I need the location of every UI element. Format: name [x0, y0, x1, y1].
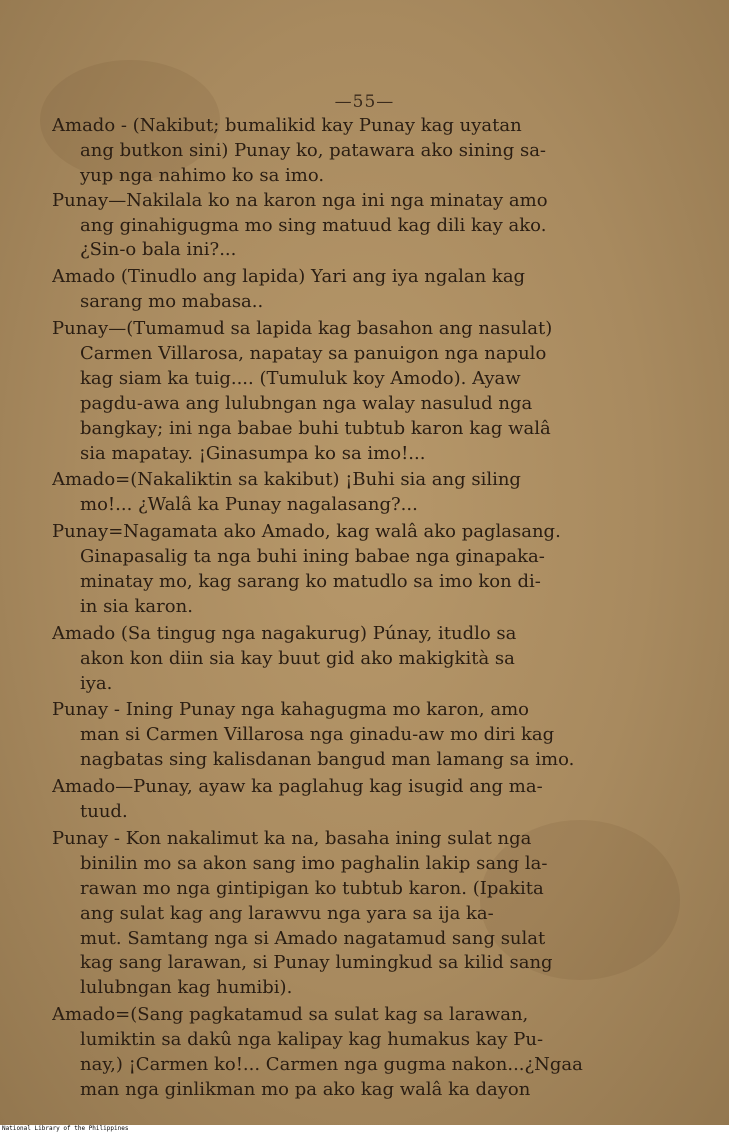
footer-credit: National Library of the Philippines: [0, 1125, 729, 1133]
text-line: minatay mo, kag sarang ko matudlo sa imo kon di-: [80, 571, 541, 593]
text-line: Punay—Nakilala ko na karon nga ini nga minatay amo: [52, 189, 548, 211]
text-line: ang butkon sini) Punay ko, patawara ako sining sa-: [80, 139, 547, 161]
text-line: Punay=Nagamata ako Amado, kag walâ ako paglasang.: [52, 521, 561, 543]
page-number: —55—: [334, 92, 395, 112]
text-line: Amado (Sa tingug nga nagakurug) Púnay, itudlo sa: [52, 622, 517, 644]
text-line: Amado - (Nakibut; bumalikid kay Punay kag uyatan: [52, 115, 522, 136]
text-line: kag sang larawan, si Punay lumingkud sa kilid sang: [80, 952, 553, 974]
text-line: sarang mo mabasa..: [80, 291, 264, 313]
text-line: pagdu-awa ang lulubngan nga walay nasulud nga: [80, 392, 533, 414]
text-line: in sia karon.: [80, 595, 193, 617]
text-line: rawan mo nga gintipigan ko tubtub karon. (Ipakita: [80, 877, 544, 899]
text-line: binilin mo sa akon sang imo paghalin lakip sang la-: [80, 852, 548, 874]
text-line: tuud.: [80, 801, 128, 823]
text-line: yup nga nahimo ko sa imo.: [80, 164, 325, 186]
text-line: akon kon diin sia kay buut gid ako makigkità sa: [80, 647, 515, 669]
text-line: Amado—Punay, ayaw ka paglahug kag isugid ang ma-: [52, 776, 543, 798]
text-line: ¿Sin-o bala ini?...: [80, 239, 237, 261]
text-line: Carmen Villarosa, napatay sa panuigon nga napulo: [80, 343, 547, 365]
text-line: Amado=(Sang pagkatamud sa sulat kag sa larawan,: [52, 1004, 529, 1026]
text-line: Amado=(Nakaliktin sa kakibut) ¡Buhi sia ang siling: [52, 469, 521, 491]
text-line: bangkay; ini nga babae buhi tubtub karon kag walâ: [80, 417, 551, 439]
text-line: sia mapatay. ¡Ginasumpa ko sa imo!...: [80, 442, 426, 464]
text-line: Punay - Kon nakalimut ka na, basaha ining sulat nga: [52, 827, 532, 849]
text-line: Ginapasalig ta nga buhi ining babae nga ginapaka-: [80, 546, 545, 568]
text-line: Punay—(Tumamud sa lapida kag basahon ang nasulat): [52, 318, 553, 340]
text-line: lulubngan kag humibi).: [80, 977, 293, 999]
page-text: [52, 114, 652, 1103]
text-line: ang ginahigugma mo sing matuud kag dili kay ako.: [80, 214, 547, 236]
text-line: man nga ginlikman mo pa ako kag walâ ka dayon: [80, 1078, 531, 1100]
text-line: Punay - Ining Punay nga kahagugma mo karon, amo: [52, 699, 530, 721]
text-line: kag siam ka tuig.... (Tumuluk koy Amodo). Ayaw: [80, 367, 521, 389]
text-line: nay,) ¡Carmen ko!... Carmen nga gugma nakon...¿Ngaa: [80, 1053, 583, 1075]
text-line: nagbatas sing kalisdanan bangud man lamang sa imo.: [80, 749, 575, 771]
text-line: lumiktin sa dakû nga kalipay kag humakus kay Pu-: [80, 1029, 544, 1051]
text-line: mo!... ¿Walâ ka Punay nagalasang?...: [80, 494, 418, 516]
text-line: iya.: [80, 672, 113, 694]
text-line: mut. Samtang nga si Amado nagatamud sang sulat: [80, 927, 546, 949]
text-line: man si Carmen Villarosa nga ginadu-aw mo diri kag: [80, 724, 555, 746]
text-line: Amado (Tinudlo ang lapida) Yari ang iya ngalan kag: [52, 266, 526, 288]
text-line: ang sulat kag ang larawvu nga yara sa ija ka-: [80, 902, 494, 924]
